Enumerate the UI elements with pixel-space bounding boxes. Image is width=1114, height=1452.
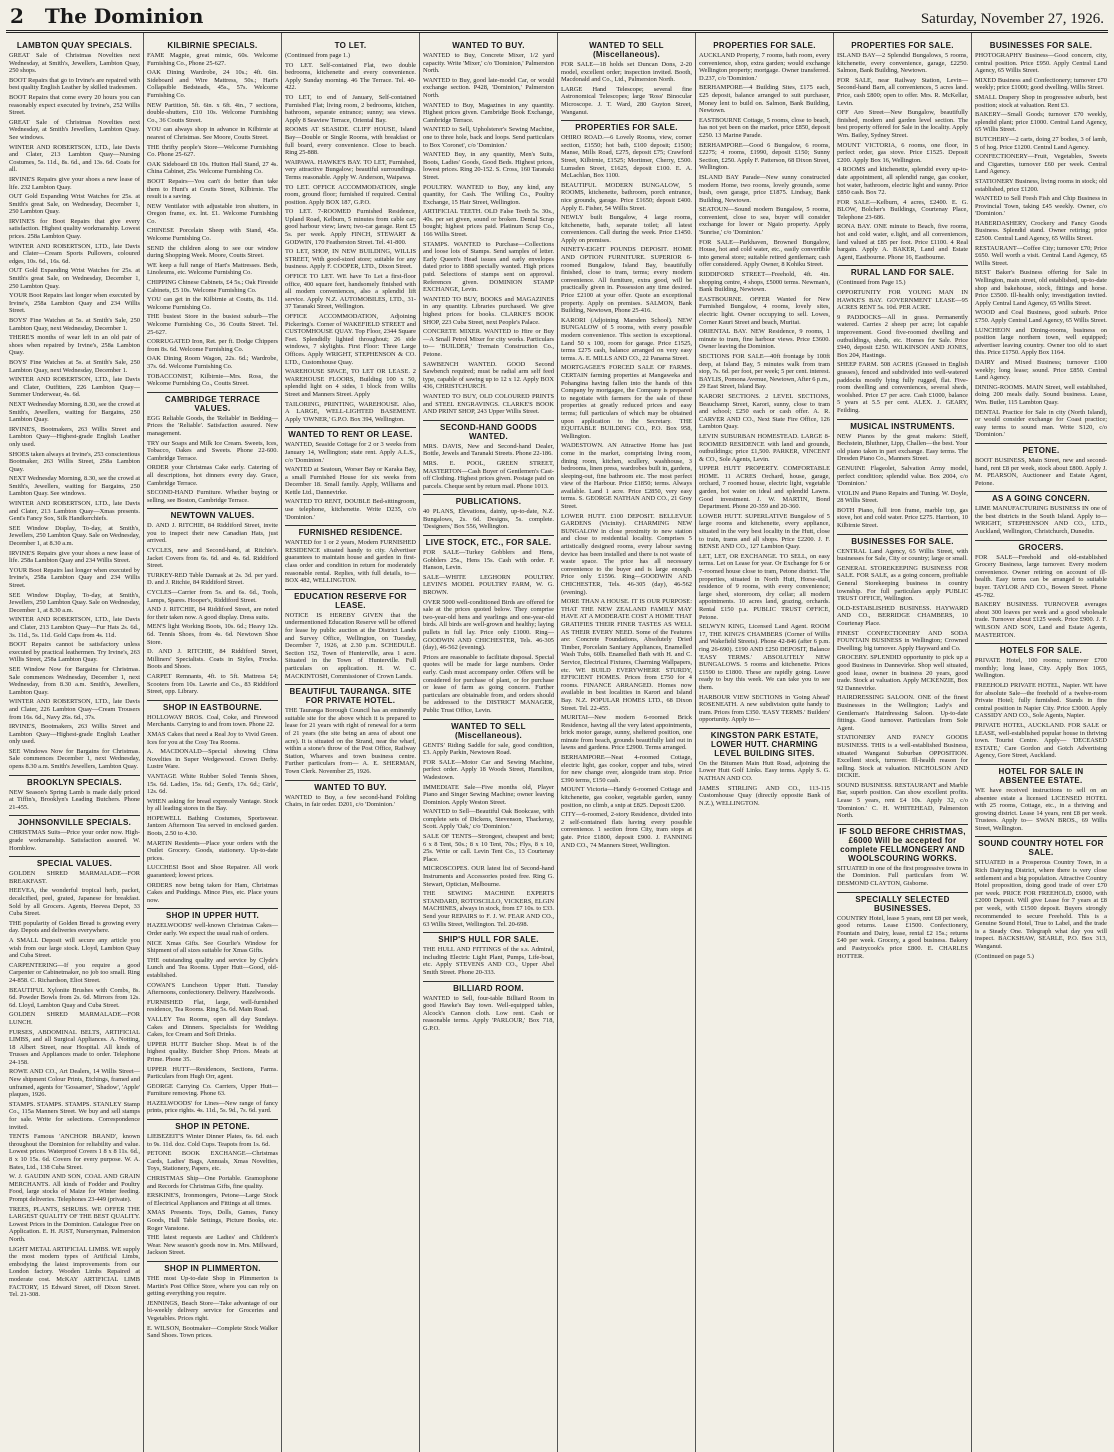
- classified-ad: STAMPS. WANTED to Purchase—Collections and loose lots of Stamps. Send samples of letter. Early Queen's Head issues and early envelopes dated prior to 1888 specially wanted. High prices paid. Selections of stamps sent on approval. References given. DOMINION STAMP EXCHANGE, Levin.: [423, 240, 554, 294]
- classified-ad: LEVIN SUBURBAN HOMESTEAD. LARGE 8-ROOMED RESIDENCE with land and grounds, outbuildings; price £1,500. PARKER, VINCENT & CO., Sole Agents, Levin.: [699, 432, 830, 463]
- classified-ad: D. AND J. RITCHIE, 84 Riddiford Street, Milliners' Specialists. Coats in Styles, Frocks. Boots and Shoes.: [147, 648, 278, 671]
- classified-ad: BAKERY BUSINESS. TURNOVER averages about 300 loaves per week and a good wholesale trade. Turnover about £125 week. Price £900. J. F. WILSON AND SON, Land and Estate Agents, MASTERTON.: [975, 601, 1107, 639]
- classified-ad: NEXT Wednesday Morning, 8.30, see the crowd at Smith's, Jewellers, waiting for Bargains, 250 Lambton Quay.: [9, 400, 140, 424]
- classified-ad: THE HULL AND FITTINGS of the s.s. Admiral, including Electric Light Plant, Pumps, Life-boat, etc. Apply STEVENS AND CO., Upper Abel Smith Street. Phone 20-333.: [423, 946, 554, 976]
- classified-ad: (Continued from page 1.): [285, 52, 350, 59]
- section-header: BILLIARD ROOM.: [423, 981, 554, 993]
- classified-ad: WINTER AND ROBERTSON, LTD., late Davis and Clater—Cream Sports Pullovers, coloured edges, 10s. 6d., 16s. 6d.: [9, 242, 140, 265]
- classified-ad: E. WILSON, Bootmaker—Complete Stock Walker Sand Shoes. Town prices.: [147, 1324, 278, 1340]
- classified-ad: A. MACDONALD—Special showing China Novelties in Super Wedgewood. Crown Derby. Lustre Ware.: [147, 748, 278, 771]
- classified-ad: THE popularity of Golden Bread is growing every day. Depots and deliveries everywhere.: [9, 919, 140, 935]
- section-header: WANTED TO SELL (Miscellaneous).: [423, 719, 554, 740]
- section-header: KILBIRNIE SPECIALS.: [167, 41, 258, 50]
- classified-ad: CARPENTERING—If you require a good Carpenter or Cabinetmaker, no job too small. Ring 24-858. C. Richardson, Eliot Street.: [9, 961, 140, 984]
- section-header: KINGSTON PARK ESTATE, LOWER HUTT. CHARMING LEVEL BUILDING SITES.: [699, 728, 830, 758]
- classified-ad: STATIONERY Business, living rooms in stock; old established, price £1200.: [975, 177, 1107, 193]
- classified-ad: On the Bitumen Main Hutt Road, adjoining the Lower Hutt Golf Links. Easy terms. Apply S. G. NATHAN AND CO.: [699, 759, 830, 783]
- classified-ad: STATIONERY AND FANCY GOODS BUSINESS. THIS is a well-established Business, situated Wanganui Suburban OPPOSITION. Excellent stock, turnover. Ill-health reason for selling. Stock at valuation. NICHOLSON AND DICKIE.: [837, 734, 968, 780]
- section-header: HOTEL FOR SALE IN ABSENTEE ESTATE.: [975, 764, 1107, 785]
- classified-ad: AND J. RITCHIE, 84 Riddiford Street, are noted for their taken now. A good display. Dress suits.: [147, 606, 278, 621]
- classified-ad: FOR SALE—Motor Car and Sewing Machine, perfect order. Apply 18 Woods Street, Hamilton, Wadestown.: [423, 758, 554, 781]
- classified-ad: ISLAND BAY—2 Splendid Bungalows, 5 rooms, kitchenette, every convenience, garage, £2250. Salmon, Bank Building, Newtown.: [837, 52, 968, 75]
- classified-ad: TOBACCONIST, Kilbirnie—Mrs. Ross, the Welcome Furnishing Co., Coutts Street.: [147, 372, 278, 388]
- classified-ad: BOTH Piano, full iron frame, marble top, gas stove, hot and cold water. Price £275. Harrison, 10 Kilbirnie Street.: [837, 506, 968, 530]
- classified-ad: SEE Window Display, To-day, at Smith's, Jewellers, 250 Lambton Quay. Sale on Wednesday, December 1, at 8.30 a.m.: [9, 591, 140, 614]
- classified-ad: CYCLES, new and Second-hand, at Ritchie's. Jacket Covers from 6s. 6d. and 4s. 6d. Riddiford Street.: [147, 547, 278, 570]
- section-header: SHOP IN PETONE.: [147, 1119, 278, 1131]
- classified-ad: LUNCHEON and Dining-rooms, business on position large northern town, well equipped; advertiser leaving country. Owner too old to start this. Price £1750. Apply Box 1164.: [975, 326, 1107, 357]
- classified-ad: SMALL Drapery Shop in progressive suburb, best position; stock at valuation. Rent £3.: [975, 93, 1107, 109]
- classified-ad: TENTS Famous 'ANCHOR BRAND', known throughout the Dominion for reliability and value. Lowest prices. Waterproof Covers 1 8 x 8 11s. 6d., 8 x 10 15s. 6d. Covers for every purpose. W. A. Bates, Ltd., 138 Cuba Street.: [9, 1133, 140, 1171]
- classified-ad: LUCCHESI Boot and Shoe Repairer. All work guaranteed; lowest prices.: [147, 864, 278, 880]
- classified-ad: BOYS' Fine Watches at 5s. at Smith's Sale, 250 Lambton Quay, next Wednesday, December 1.: [9, 358, 140, 374]
- classified-ad: YOU can get in the Kilbirnie at Coutts, 8s. 11d. Welcome Furnishing Co.: [147, 296, 278, 311]
- classified-ad: YOU can always shop in advance in Kilbirnie at nearest of Christmas. See Moore, Coutts Street.: [147, 126, 278, 141]
- classified-ad: GREAT Sale of Christmas Novelties next Wednesday, at Smith's, Jewellers, Lambton Quay, 250 shops.: [9, 52, 140, 75]
- classified-ad: TURKEY-RED Table Damask at 2s. 3d. per yard. D. and J. Ritchie, 84 Riddiford Street.: [147, 571, 278, 587]
- classified-ad: NINETY-EIGHT POUNDS DEPOSIT. HOME AND OPTION FURNITURE. SUPERIOR 6-roomed Bungalow, Island Bay, beautifully finished, close to tram, terms; every modern convenience. All furniture, extra good, will be practically given in. Possession any time desired. Price £2100 at your offer. Quote an exceptional property. Apply on premises. SALMON, Bank Building, Newtown, Phone 25-416.: [561, 246, 692, 315]
- classified-ad: RIDDIFORD STREET—Freehold, 4ft. 4in. shopping centre, 4 shops, £5000 terms. Newman's, Bank Building, Newtown.: [699, 271, 830, 294]
- section-header: NEWTOWN VALUES.: [147, 508, 278, 520]
- classified-ad: XMAS Cakes that need a Real Joy to Vivid Green. Ices for you at the Cosy Tea Rooms.: [147, 730, 278, 746]
- classified-ad: FREEHOLD PRIVATE HOTEL, Napier. WE have for absolute Sale—the freehold of a twelve-room Private Hotel; fully furnished. Stands in fine central position in Napier City. Price £3000. Apply CASSIDY AND CO., Sole Agents, Napier.: [975, 681, 1107, 720]
- classified-ad: SEE Window Now for Bargains for Christmas. Sale commences Wednesday, December 1, next Wednesday, from 8.30 a.m. Smith's, Jewellers, Lambton Quay.: [9, 665, 140, 696]
- column-1: [6, 33, 144, 1452]
- classified-ad: WANTED TO BUY, OLD COLOURED PRINTS and STEEL ENGRAVINGS. CLARKE'S BOOK AND PRINT SHOP, 243 Upper Willis Street.: [423, 392, 554, 416]
- classified-ad: CHIPPING Chinese Cabinets, £4 5s.; Oak Fireside Cabinets, £5 10s. Welcome Furnishing Co.: [147, 279, 278, 294]
- classified-ad: MOUNT VICTORIA, 6 rooms, one floor, in perfect order, gas stove. Price £1525. Deposit £200. Apply Box 16, Wellington.: [837, 141, 968, 164]
- classified-ad: MICROSCOPES. OUR latest list of Second-hand Instruments and Accessories posted free. Ring G. Stewart, Optician, Melbourne.: [423, 865, 554, 888]
- classified-ad: YALLEY Tea Rooms, open all day Sundays. Cakes and Dinners. Specialists for Wedding Cakes, Ice Cream and Soft Drinks.: [147, 1015, 278, 1039]
- classified-ad: LARGE Hand Telescope; several fine Astronomical Telescopes; large 'Ross' Binocular Microscope. J. T. Ward, 280 Guyton Street, Wanganui.: [561, 85, 692, 116]
- classified-ad: MEN'S light Working Boots, 10s. 6d.; Heavy 12s. 6d. Tennis Shoes, from 4s. 6d. Newtown Shoe Store.: [147, 623, 278, 646]
- classified-ad: CHRISTMAS Suits—Price your order now. High-grade workmanship. Satisfaction assured. W. Hornblow.: [9, 829, 140, 852]
- classified-ad: A SMALL Deposit will secure any article you wish from our large stock. Lloyd, Lambton Quay and Cuba Street.: [9, 936, 140, 960]
- classified-ad: FOR SALE—18 holds set Duncan Dons, 2-20 model, excellent order; inspection invited. Booth, Macdonald and Co., Ltd., Palmerston North.: [561, 61, 692, 84]
- classified-ad: OPPORTUNITY FOR YOUNG MAN IN HAWKE'S BAY. GOVERNMENT LEASE—95 ACRES RENT 5s. 10d. PER ACRE.: [837, 289, 968, 312]
- classified-ad: W. J. GAUDIN AND SON, COAL AND GRAIN MERCHANTS. All kinds of Fodder and Poultry Food, large stocks of Maize for Winter feeding. Prompt deliveries. Telephones 23-449 (private).: [9, 1173, 140, 1203]
- classified-ad: Prices are reasonable to facilitate disposal. Special quotes will be made for large numbers. Order early. Cash must accompany order. Offers will be considered for purchase of plant, or for purchase or lease of farm as going concern. Further particulars are obtainable from, and orders should be addressed to the DISTRICT MANAGER, Public Trust Office, Levin.: [423, 653, 554, 714]
- classified-ad: SEATOUN—Sound modern Bungalow, 5 rooms, convenient, close to sea, buyer will consider exchange for lower or Ngaio property. Apply 'Sunrise,' c/o 'Dominion.': [699, 206, 830, 237]
- classified-ad: BERHAMPORE—4 Building Sites, £175 each, £25 deposit, balance arranged to suit purchaser, Money lent to build on. Salmon, Bank Building, Newtown.: [699, 84, 830, 115]
- classified-ad: OHIRO ROAD.—6 Lovely Rooms, view, corner section, £1550; hot bath, £100 deposit; £1500; Manse, Mills Road, £275, deposit £75; Crawford Street, Kilbirnie, £1525; Mortimer, Cherry, £500. Lumsden Street, £1625, deposit £100. E. A. McLachlan, Box 1100.: [561, 134, 692, 180]
- classified-ad: OUT Gold Expanding Wrist Watches for 25s. at Smith's great Sale, on Wednesday, December 1, 250 Lambton Quay.: [9, 267, 140, 290]
- section-header: PUBLICATIONS.: [423, 494, 554, 506]
- classified-ad: THERE'S months of wear left in an old pair of shoes when repaired by Irvine's, 258a Lambton Quay.: [9, 334, 140, 357]
- classified-ad: TO LET. Self-contained Flat, two double bedrooms, kitchenette and every convenience. Apply Sunday morning. 46 The Terrace. Tel. 40-422.: [285, 61, 416, 92]
- classified-ad: OVER 5000 well-conditioned Birds are offered for sale at the prices quoted below. They comprise two-year-old hens and yearlings and one-year-old birds. All birds are well-grown and healthy; laying pullets in full lay. Price only £1000. Ring—GOODWIN AND CHICHESTER, Tels. 46-305 (day), 46-562 (evening).: [423, 598, 554, 652]
- classified-ad: HABERDASHERY, Crockery and Fancy Goods Business. Splendid stand. Owner retiring; price £2500. Central Land Agency, 65 Willis Street.: [975, 219, 1107, 243]
- classified-ad: BOOT Repairs that go to Irvine's are repaired with best quality English Leather by skilled tradesmen.: [9, 76, 140, 92]
- columns-container: [6, 33, 1108, 1452]
- classified-ad: GEORGE Carrying Co. Carriers, Upper Hutt—Furniture removing. Phone 63.: [147, 1082, 278, 1098]
- classified-ad: D. AND J. RITCHIE, 84 Riddiford Street, invite you to inspect their new Canadian Hats, just arrived.: [147, 522, 278, 545]
- classified-ad: WANTED, Seaside Cottage for 2 or 3 weeks from January 14, Wellington; state rent. Apply A.L.S., c/o 'Dominion.': [285, 441, 416, 464]
- classified-ad: NEW Ventilator with adjustable iron shutters, in Oregon frame, ex. lnt. £1. Welcome Furnishing Co.: [147, 202, 278, 225]
- classified-ad: HEEVEA, the wonderful tropical herb, packet, decalcified, peel, grated, Japanese for breakfast. Sold by all Grocers. Agents, Heevea Depot, 33 Cuba Street.: [9, 887, 140, 918]
- section-header: SPECIALLY SELECTED BUSINESSES.: [837, 892, 968, 913]
- classified-ad: EASTBOURNE Cottage, 5 rooms, close to beach, has not yet been on the market, price £850, deposit £250. 13 Marine Parade.: [699, 116, 830, 139]
- classified-ad: ROWE AND CO., Art Dealers, 14 Willis Street—New shipment Colour Prints, Etchings, framed and unframed, agents for 'Gossamer', 'Shadow', 'Apple' plaques, 1926.: [9, 1068, 140, 1099]
- classified-ad: WINTER AND ROBERTSON, LTD., late Davis and Clater, 213 Lambton Quay—Fur Hats 2s. 6d., 3s. 11d., 5s. 11d. Gold Caps from 4s. 11d.: [9, 616, 140, 639]
- classified-ad: PRIVATE HOTEL, AUCKLAND. FOR SALE or LEASE, well-established popular house in thriving town. Tourist Centre. Apply— 'DECEASED ESTATE,' Care Gordon and Gotch Advertising Agency, Gore Street, Auckland.: [975, 721, 1107, 760]
- classified-ad: SHEEP FARM. 508 ACRES (Grassed in English grasses), fenced and subdivided into well-watered paddocks mostly lying fully rugged, flat. Five-room dwelling and conveniences, several sheds, woolshed. Price £7 per acre. Cash £1000, balance 5 years at 5.5 per cent. ALEX. J. GEARY, Feilding.: [837, 361, 968, 414]
- classified-ad: WOOD and Coal Business, good suburb. Price £750. Apply Central Land Agency, 65 Willis Street.: [975, 309, 1107, 324]
- classified-ad: WAREHOUSE SPACE, TO LET OR LEASE. 2 WAREHOUSE FLOORS, Building 100 x 50, splendid light on 4 sides, 1 block from Willis Street and Manners Street. Apply: [285, 368, 416, 398]
- classified-ad: HAZELWOODS' well-known Christmas Cakes—Order early. We expect the usual rush of orders.: [147, 922, 278, 937]
- section-header: JOHNSONVILLE SPECIALS.: [9, 815, 140, 827]
- classified-ad: SECTIONS FOR SALE—40ft frontage by 100ft deep, at Island Bay, 5 minutes walk from tram stop, 7s. 6d. per foot, per week; 5 per cent. interest. BAYLIS, Pomona Avenue, Newtown, After 6 p.m., 29 East Street, Island Bay.: [699, 352, 830, 391]
- classified-ad: TO LET, SHOP, IN NEW BUILDING, WILLIS STREET, With good-sized store; suitable for any business. Apply F. COOPER, LTD., Dixon Street.: [285, 248, 416, 271]
- section-header: SECOND-HAND GOODS WANTED.: [423, 420, 554, 441]
- classified-ad: CITY—6-roomed, 2-story Residence, divided into 2 self-contained flats having every possible convenience. 1 section from City, tram stops at gate. Price £1800, deposit £900. J. FANNING AND CO., 74 Manners Street, Wellington.: [561, 811, 692, 849]
- classified-ad: DENTAL Practice for Sale in city (North Island), or would consider exchange for Coast practice; easy terms to sound man. Write S120, c/o 'Dominion.': [975, 408, 1107, 439]
- classified-ad: MURITAI—New modern 6-roomed Brick Residence, having all the very latest appointments, brick motor garage, sunny, sheltered position, one minute from beach, grounds beautifully laid out in lawns and gardens. Price £2900. Terms arranged.: [561, 714, 692, 752]
- classified-ad: IRVINE'S for Boot Repairs that give every satisfaction. Highest quality workmanship. Lowest prices. 258a Lambton Quay.: [9, 217, 140, 241]
- column-8: [972, 33, 1110, 1452]
- classified-ad: GOLDEN SHRED MARMALADE—FOR LUNCH.: [9, 1011, 140, 1026]
- section-header: SHOP IN EASTBOURNE.: [147, 700, 278, 712]
- classified-ad: WANTED to Sell, Upholsterer's Sewing Machine, one to three hole, back and loops. Send particulars to Box 'Coronet', c/o 'Dominion.': [423, 126, 554, 149]
- section-header: WANTED TO SELL (Miscellaneous).: [589, 41, 664, 59]
- classified-ad: WHEN asking for bread expressly Vantage. Stock by all leading stores in the Bay.: [147, 797, 278, 813]
- section-header: GROCERS.: [975, 540, 1107, 552]
- classified-ad: WANTED to Buy, Magazines in any quantity. Highest prices given. Cambridge Book Exchange, Cambridge Terrace.: [423, 101, 554, 124]
- section-header: PROPERTIES FOR SALE.: [713, 41, 816, 50]
- section-header: AS A GOING CONCERN.: [975, 491, 1107, 503]
- classified-ad: FOR SALE—Freehold and old-established Grocery Business, large turnover. Every modern convenience. Owner retiring on account of ill-health. Easy terms can be arranged to suitable buyer. TAYLOR AND CO., Bowen Street. Phone 45-782.: [975, 553, 1107, 599]
- section-header: WANTED TO BUY.: [285, 780, 416, 792]
- classified-ad: BEST Baker's Business offering for Sale in Wellington, main street, old established, up-to-date shop and bakehouse, stock, fittings and horse. Price £3500. Ill-health only; investigation invited. Apply Central Land Agency, 65 Willis Street.: [975, 269, 1107, 307]
- classified-ad: TO LET, to end of January, Self-contained Furnished Flat; living room, 2 bedrooms, kitchen, bathroom, separate entrance; sunny; sea views. Apply 8 Seaview Terrace, Oriental Bay.: [285, 93, 416, 124]
- section-header: BEAUTIFUL TAURANGA. SITE FOR PRIVATE HOTEL.: [285, 684, 416, 705]
- classified-ad: THE outstanding quality and service by Clyde's Lunch and Tea Rooms. Upper Hutt—Good, old-established.: [147, 956, 278, 979]
- classified-ad: OLD-ESTABLISHED BUSINESS. HAYWARD AND CO., BERRIDGE CHAMBERS, 10 Courtenay Place.: [837, 604, 968, 627]
- section-header: LAMBTON QUAY SPECIALS.: [16, 41, 133, 50]
- classified-ad: TREES, PLANTS, SHRUBS. WE OFFER THE LARGEST QUALITY OF THE BEST QUALITY. Lowest Prices in the Dominion. Catalogue Free on Application. E. H. JUST, Nurseryman, Palmerston North.: [9, 1205, 140, 1243]
- classified-ad: MRS. E. POOL, GREEN STREET, MASTERTON—Cash Buyer of Gentlemen's Cast-off Clothing. Highest prices given. Postage paid on parcels. Cheque sent by return mail. Phone 1013.: [423, 459, 554, 490]
- section-header: BUSINESSES FOR SALE.: [837, 534, 968, 546]
- classified-ad: NEW Partition, 5ft. 6in. x 6ft. 4in., 7 sections, double-shutters, £10 10s. Welcome Furnishing Co., 36 Coutts Street.: [147, 101, 278, 124]
- section-header: WANTED TO RENT OR LEASE.: [285, 427, 416, 439]
- classified-ad: ROOMS AT SEASIDE. CLIFF HOUSE, Island Bay—Double or Single Rooms, with breakfast or full board, every convenience. Close to beach. Ring 25-888.: [285, 126, 416, 157]
- classified-ad: BEAUTIFUL Xylonite Brushes with Combs, 8s. 6d. Powder Bowls from 2s. 6d. Mirrors from 12s. 6d. Lloyd, Lambton Quay and Cuba Street.: [9, 986, 140, 1009]
- classified-ad: UPPER HUTT PROPERTY. COMFORTABLE HOME. 11 ACRES Orchard, house, garage, orchard, 7 roomed house, electric light, vegetable garden, hot water on ideal and splendid Lawns. Good investment. J. W. MARTIN, Bond Department. Phone 20-359 and 20-360.: [699, 465, 830, 511]
- classified-ad: SECOND-HAND Furniture. Whether buying or selling, see Boston, Cambridge Terrace.: [147, 489, 278, 504]
- page-number: 2: [10, 4, 24, 28]
- classified-ad: OAK Dining Room Wagon, 22s. 6d.; Wardrobe, 37s. 6d. Welcome Furnishing Co.: [147, 355, 278, 370]
- classified-ad: OFFICE ACCOMMODATION, Adjoining Pickering's. Corner of WAKEFIELD STREET and CUSTOMHOUSE QUAY. Top Floor, 2344 Square Feet. Splendidly lighted throughout; 26 side windows, 7 skylights. First Floor: Three Large Offices. Apply WRIGHT, STEPHENSON & CO. LTD., Customhouse Quay.: [285, 313, 416, 366]
- section-header: BROOKLYN SPECIALS.: [9, 775, 140, 787]
- classified-ad: JENNINGS, Beach Store—Take advantage of our bi-weekly delivery service for Groceries and Vegetables. Prices right.: [147, 1299, 278, 1322]
- classified-ad: BEAUTIFUL MODERN BUNGALOW, 5 ROOMS, kitchenette, bathroom, porch entrance, nice grounds, garage. Price £1650; deposit £400. Apply E. Fisher, 54 Willis Street.: [561, 181, 692, 212]
- classified-ad: UPPER HUTT Butcher Shop. Meat is of the highest quality. Butcher Shop Prices. Meats at Prime. Phone 35.: [147, 1040, 278, 1063]
- classified-ad: WANTED Buy, in any quantity, Men's Suits, Boots, Ladies' Goods, Good Beds. Highest prices, lowest prices. Ring 20-152. S. Cross, 160 Taranaki Street.: [423, 151, 554, 181]
- classified-ad: BERHAMPORE—Good 6 Bungalow, 6 rooms, £2275; 4 rooms, £1990, deposit £150; Sunny Section, £250. Apply F. Patterson, 68 Dixon Street, Wellington.: [699, 141, 830, 172]
- classified-ad: UPPER HUTT—Residences, Sections, Farms. Particulars from Hugh Orr, agent.: [147, 1065, 278, 1081]
- classified-ad: 4 ROOMS and kitchenette, splendid every up-to-date appointment, all splendid range, gas cooker, hot water, bathroom, electric light and sunny. Price £850 cash. Box 72.: [837, 166, 968, 197]
- classified-ad: MORE THAN A HOUSE. IT IS OUR PURPOSE: THAT THE NEW ZEALAND FAMILY MAY HAVE AT A MODERATE COST A HOME THAT GRATIFIES THEIR FINER TASTES AS WELL AS THEIR EVERY NEED. Some of the Features are: Concrete Foundations, Absolutely Dried Timber, Porcelain Sanitary Appliances, Enamelled Wash Tubs, 60lb. Enamelled Bath with H. and C. Service, Electrical Fixtures, Charming Wallpapers, etc. WE BUILD EVERYWHERE STURDY, EFFICIENT HOMES. Prices from £750 for 4 rooms. FINANCE ARRANGED. Homes now available in best localities in Karori and Island Bay. N.Z. POPULAR HOMES LTD., 68 Dixon Street. Tel. 22-455.: [561, 598, 692, 712]
- classified-ad: GOLDEN SHRED MARMALADE—FOR BREAKFAST.: [9, 870, 140, 885]
- classified-ad: WANTED TO RENT, DOUBLE Bed-sittingroom, use telephone, kitchenette. Write D235, c/o 'Dominion.': [285, 498, 416, 521]
- classified-ad: THE Tauranga Borough Council has an eminently suitable site for the above which it is prepared to lease for 21 years with right of renewal for a term of 21 years (the site being an area of about one acre). It is situated on the Strand, near the wharf, within a stone's throw of the Post Office, Railway Station, Wharves and town business centre. Further particulars from— A. E. SHERMAN, Town Clerk. November 25, 1926.: [285, 707, 416, 775]
- section-header: EDUCATION RESERVE FOR LEASE.: [285, 589, 416, 610]
- classified-ad: LIME MANUFACTURING BUSINESS IN one of the best districts in the South Island. Apply to— WRIGHT, STEPHENSON AND CO., LTD., Auckland, Wellington, Christchurch, Dunedin.: [975, 505, 1107, 536]
- classified-ad: OFFICE TO LET. WE have To Let a first-floor office, 400 square feet, handsomely finished with all modern conveniences, also a splendid lift service. Apply N.Z. AUTOMOBILES, LTD., 31-37 Taranaki Street, Wellington.: [285, 273, 416, 311]
- classified-ad: WINTER AND ROBERTSON, LTD., late Davis and Clater, 226 Lambton Quay—Cream Trousers from 16s. 6d., Navy 26s. 6d., 37s.: [9, 698, 140, 721]
- classified-ad: SITUATED in a Prosperous Country Town, in a Rich Dairying District, where there is very close settlement and a big population. Attractive Country Hotel proposition, doing good trade of over £70 per week. PRICE FOR FREEHOLD, £6000, with £2000 Deposit. Will give Lease for 7 years at £8 per week, with £1500 deposit. Buyers strongly recommended to secure Freehold. This is a Genuine Sound Hotel, True to Label, and the trade is a Steady One. Telegraph what day you will inspect. BACKSHAW, SEARLE, P.O. Box 313, Wanganui.: [975, 859, 1107, 950]
- classified-ad: MOUNT Victoria—Handy 6-roomed Cottage and kitchenette, gas cooker, vegetable garden, sunny position, no climb, a snip at £825. Deposit £200.: [561, 786, 692, 809]
- classified-ad: WANTED to Buy, a few second-hand Folding Chairs, in fair order. D201, c/o 'Dominion.': [285, 793, 416, 809]
- section-header: TO LET.: [334, 41, 367, 50]
- classified-ad: MORTGAGEE'S FORCED SALE OF FARMS. CERTAIN farming properties at Mangaweka and Pohangina having fallen into the hands of this Company by mortgagee, the Company is prepared to negotiate with farmers for the sale of these properties at greatly reduced prices and easy terms; full particulars of which may be obtained upon application to the Secretary. THE EQUITABLE BUILDING CO., P.O. Box 958, Wellington.: [561, 364, 692, 440]
- classified-ad: GROCERY. SPLENDID opportunity to pick up a good Business in Dannevirke. Shop well situated, good lease, owner in business 20 years, good trade. Stock at valuation. Apply MCKENZIE, Box 92 Dannevirke.: [837, 654, 968, 692]
- classified-ad: YOUR Boot Repairs last longer when executed by Irvine's, 258a Lambton Quay and 234 Willis Street.: [9, 566, 140, 589]
- classified-ad: FURNISHED Flat, large, well-furnished residence, Tea Rooms. Ring 5s. 6d. Main Road.: [147, 998, 278, 1014]
- classified-ad: COWAN'S Luncheon Upper Hutt. Tuesday Afternoons, confectionery. Delivery. Hazelwoods.: [147, 981, 278, 997]
- classified-ad: COUNTRY Hotel, lease 5 years, rent £8 per week, good returns. Lease £1500. Confectionery, Fountain and Dairy, lease, rental £2 15s.; returns £40 per week. Grocery, a good business. Bakery and Pastrycook's price £800. E. CHARLES HOTTER.: [837, 914, 968, 960]
- classified-ad: EASTBOURNE. OFFER Wanted for New Furnished Bungalow, 4 rooms, lovely sites, electric light. Owner occupying to sell. Lowes, Corner Kauri Street and beach, Muritai.: [699, 295, 830, 326]
- classified-ad: FINEST CONFECTIONERY AND SODA FOUNTAIN BUSINESS in Wellington; Crowned Dwelling; big turnover. Apply Hayward and Co.: [837, 629, 968, 652]
- classified-ad: LOWER HUTT. £100 DEPOSIT. BELLEVUE GARDENS (Vicinity). CHARMING NEW BUNGALOW in close proximity to new station and close to residential locality. Comprises 5 artistically designed rooms, every labour saving device has been installed and there is not waste of waste space. The price has all necessary convenience to the buyer and is large enough. Price only £1596. Ring—GOODWIN AND CHICHESTER, Tels. 46-305 (day), 46-562 (evening).: [561, 512, 692, 596]
- classified-ad: SAWBENCH WANTED. GOOD Second Sawbench required; must be radial arm self feed type, capable of sawing up to 12 x 12. Apply BOX 436, CHRISTCHURCH.: [423, 360, 554, 391]
- classified-ad: WINTER AND ROBERTSON, LTD., late Davis and Clater, 213 Lambton Quay—Xmas presents. Gent's Fancy Sox, Silk Handkerchiefs.: [9, 500, 140, 523]
- classified-ad: WINTER AND ROBERTSON, LTD., late Davis and Clater, 213 Lambton Quay—Nursing Costumes, 5s. 11d., 8s. 6d., and 13s. 6d. Coats for all.: [9, 143, 140, 174]
- classified-ad: IRVINE'S, Bootmakers, 263 Willis Street and Lambton Quay—Highest-grade English Leather only used.: [9, 425, 140, 448]
- classified-ad: FOR SALE—Kelburn, 4 acres, £2400. E. G. BLOW, Bolcher's Buildings, Courtenay Place, Telephone 23-686.: [837, 198, 968, 221]
- masthead-title: [10, 4, 203, 28]
- section-header: HOTELS FOR SALE.: [975, 643, 1107, 655]
- section-header: SHIP'S HULL FOR SALE.: [423, 932, 554, 944]
- classified-ad: LOWER HUTT. SUPERLATIVE Bungalow of 5 large rooms and kitchenette, every appliance, situated in the very best locality in the Hutt, close to train, trams and all shops. Price £2200. J. F. BENSE AND CO., 127 Lambton Quay.: [699, 512, 830, 551]
- classified-ad: 9 PADDOCKS—All in grass. Permanently watered. Carries 2 sheep per acre; lot capable improvement. Good five-roomed dwelling and outbuildings, sheds, etc. Homes for Sale. Price £940, deposit £250. WILKINSON AND JONES, Box 204, Hastings.: [837, 313, 968, 359]
- classified-ad: CARPET Remnants, 4ft. to 5ft. Mattress £4; Scooters from 10s. Lawrie and Co., 83 Riddiford Street, opp. Library.: [147, 672, 278, 696]
- classified-ad: SOUND BUSINESS. RESTAURANT and Marble Bar, superb position. Can show excellent profits. Lease 5 years, rent £4 10s. Apply 32, c/o 'Dominion.' C. H. WHITEHEAD, Palmerston North.: [837, 781, 968, 820]
- classified-ad: WANTED to Sell Fresh Fish and Chip Business in Provincial Town, taking £45 weekly. Owner, c/o 'Dominion.': [975, 195, 1107, 218]
- classified-ad: BUTCHERY—2 carts, doing 27 bodies, 3 of lamb, 5 of hog. Price £1200. Central Land Agency.: [975, 135, 1107, 151]
- classified-ad: BOOT BUSINESS, Main Street, new and second-hand, rent £8 per week, stock about £800. Apply J. M. PEARSON, Auctioneer and Estate Agent, Petone.: [975, 456, 1107, 487]
- masthead: [6, 0, 1108, 33]
- classified-ad: TRY our Soaps and Milk Ice Cream. Sweets, Ices, Tobacco, Oakes and Sweets. Phone 22-600. Cambridge Terrace.: [147, 439, 278, 462]
- classified-ad: OAK Dining Wardrobe, 24 10s.; 4ft. 6in. Sideboard and Wire Mattress, 50s.; Hart's Collapsible Bedsteads, 45s., 57s. Welcome Furnishing Co.: [147, 69, 278, 99]
- classified-ad: SEE Window Display, To-day, at Smith's, Jewellers, 250 Lambton Quay. Sale on Wednesday, December 1, at 8.30 a.m.: [9, 524, 140, 548]
- column-5: [558, 33, 696, 1452]
- classified-ad: TAILORING, PRINTING, WAREHOUSE. Also, A LARGE, WELL-LIGHTED BASEMENT. Apply 'OWNER,' G.P.O. Box 394, Wellington.: [285, 400, 416, 423]
- classified-ad: PRIVATE Hotel, 100 rooms; turnover £700 monthly; long lease, City. Apply Box 1065, Wellington.: [975, 657, 1107, 680]
- section-header: RURAL LAND FOR SALE.: [837, 265, 968, 277]
- classified-ad: IRVINE'S Repairs give your shoes a new lease of life. 258a Lambton Quay and 234 Willis Street.: [9, 549, 140, 565]
- section-header: WANTED TO BUY.: [452, 41, 525, 50]
- classified-ad: FAME Magpie, great mimic, 60s. Welcome Furnishing Co., Phone 25-627.: [147, 52, 278, 67]
- section-header: MUSICAL INSTRUMENTS.: [837, 419, 968, 431]
- classified-ad: WANTED to Buy, good late-model Car, or would exchange section. P428, 'Dominion,' Palmerston North.: [423, 76, 554, 99]
- classified-ad: CHRISTMAS Ship—One Portable. Gramophone and Records for Christmas Gifts, fine quality.: [147, 1175, 278, 1190]
- classified-ad: ERSKINE'S, Ironmongers, Petone—Large Stock of Electrical Appliances and Fittings at all times.: [147, 1192, 278, 1207]
- classified-ad: WINTER AND ROBERTSON, LTD., late Davis and Clater, Outfitters, 226 Lambton Quay—Summer Underwear, 4s. 6d.: [9, 376, 140, 399]
- classified-ad: NEW Season's Spring Lamb is made daily priced at Tiffin's, Brooklyn's Leading Butchers. Phone 21-455.: [9, 788, 140, 811]
- classified-ad: THE busiest Store in the busiest suburb—The Welcome Furnishing Co., 36 Coutts Street. Tel. 25-627.: [147, 313, 278, 336]
- classified-ad: LIEBEZEIT'S Winter Dinner Plates, 6s. 6d. each to 9s. 11d. doz. Cold Cups. Teapots from 1s. 6d.: [147, 1133, 278, 1148]
- classified-ad: ORDERS now being taken for Ham, Christmas Cakes and Puddings. Mince Pies, etc. Place yours now.: [147, 881, 278, 904]
- classified-ad: HOPEWELL Bathing Costumes, Sportswear. Jantzen Afternoon Tea served in enclosed garden. Boots, 2.50 to 4.30.: [147, 814, 278, 838]
- classified-ad: WE keep a full range of Hart's Mattresses. Beds, Linoleums, etc. Welcome Furnishing Co.: [147, 261, 278, 277]
- classified-ad: MIXED Business and Confectionery; turnover £70 weekly; price £1000; good dwelling. Willis Street.: [975, 76, 1107, 92]
- classified-ad: (Continued on page 5.): [975, 952, 1034, 960]
- classified-ad: VIOLIN and Piano Repairs and Tuning. W. Doyle, 28 Willis Street.: [837, 489, 968, 505]
- classified-ad: STAMPS. STAMPS. STAMPS. STANLEY Stamp Co., 115a Manners Street. We buy and sell stamps for sale. Write for selections. Correspondence invited.: [9, 1100, 140, 1131]
- classified-ad: BOOT Repairs—You can't do better than take them to Hunt's at Coutts Street, Kilbirnie. The result is a saving.: [147, 177, 278, 201]
- classified-ad: WANTED to Buy, Concrete Mixer, 1/2 yard capacity. Write 'Mixer,' c/o 'Dominion,' Palmerston North.: [423, 52, 554, 75]
- classified-ad: OUT Gold Expanding Wrist Watches for 25s. at Smith's great Sale, on Wednesday, December 1, 250 Lambton Quay.: [9, 193, 140, 216]
- classified-ad: FOR SALE—Parkhaven, Browned Bungalow, House, hot and cold water, etc., easily convertible into general store; suitable retired gentleman; cash offer considered. Apply Owner, 8 Kohiku Street.: [699, 238, 830, 269]
- classified-ad: SHOES taken always at Irvine's, 253 conscientious Bootmaker, 263 Willis Street, 258a Lambton Quay.: [9, 450, 140, 473]
- classified-ad: YOUR Boot Repairs last longer when executed by Irvine's, 258a Lambton Quay and 234 Willis Street.: [9, 292, 140, 315]
- classified-ad: ORIENTAL BAY. NEW Residence, 9 rooms, 1 minute to tram, fine harbour views. Price £3600. Owner leaving the Dominion.: [699, 328, 830, 351]
- classified-ad: WADESTOWN. AN Attractive Home has just come in the market, comprising living room, dining room, kitchen, scullery, washhouse, 3 bedrooms, linen press, wardrobes built in, gardens, sleeping-out, fine bathroom etc. The most perfect view of the Harbour. Price £1850; terms. Always available. Land 1 acre. Price £2850, very easy terms. S. GEORGE NATHAN AND CO., 21 Grey Street.: [561, 442, 692, 511]
- section-header: PROPERTIES FOR SALE.: [851, 41, 954, 50]
- section-header: SPECIAL VALUES.: [9, 856, 140, 868]
- classified-ad: HAZELWOODS' for Lines—New range of fancy prints, price rights. 4s. 11d., 5s. 9d., 7s. 6d. yard.: [147, 1099, 278, 1115]
- classified-ad: BOYS' Fine Watches at 5s. at Smith's Sale, 250 Lambton Quay, next Wednesday, December 1.: [9, 317, 140, 332]
- column-6: [696, 33, 834, 1452]
- classified-ad: VANTAGE White Rubber Soled Tennis Shoes, 15s. 6d. Ladies, 15s. 6d.; Gent's, 17s. 6d.; Girls', 12s. 6d.: [147, 772, 278, 796]
- classified-ad: CORRUGATED Iron, Ret. per ft. Dodge Chippers from 8s. 6d. Welcome Furnishing Co.: [147, 338, 278, 353]
- classified-ad: KARORI (Adjoining Marsden School). NEW BUNGALOW of 5 rooms, with every possible modern convenience. This section is exceptional. Land 50 x 100, room for garage. Price £1525, terms £275 cash, balance arranged on very easy terms. A. E. MILLS AND CO., 22 Panama Street.: [561, 316, 692, 362]
- classified-ad: WAIPAWA. HAWKE'S BAY. TO LET, Furnished, very attractive Bungalow; beautiful surroundings. Terms reasonable. Apply W. Anderson, Waipawa.: [285, 158, 416, 181]
- classified-ad: KARORI SECTIONS. 2 LEVEL SECTIONS, Beauchamp Street, Karori, sunny, close to tram and school; £250 each or cash offer. A. R. CARVER AND CO., Next State Fire Office, 126 Lambton Quay.: [699, 392, 830, 431]
- section-header: PETONE.: [975, 443, 1107, 455]
- classified-ad: SITUATED in one of the first progressive towns in the Dominion. Full particulars from W. DESMOND CLAYTON, Gisborne.: [837, 864, 968, 888]
- section-header: SHOP IN UPPER HUTT.: [147, 908, 278, 920]
- newspaper-title: The Dominion: [44, 4, 204, 28]
- classified-ad: IMMEDIATE Sale—Five months old, Player Piano and Singer Sewing Machine; owner leaving Dominion. Apply Weston Street.: [423, 783, 554, 806]
- classified-ad: CENTRAL Land Agency, 65 Willis Street, with businesses for Sale, City or country; large or small.: [837, 547, 968, 563]
- issue-date: Saturday, November 27, 1926.: [920, 11, 1104, 27]
- classified-ad: BOOT Repairs cannot be satisfactory unless executed by practical leathermen. Try Irvine's, 263 Willis Street, 258a Lambton Quay.: [9, 641, 140, 664]
- classified-ad: HARBOUR VIEW SECTIONS in 'Going Ahead' ROSENEATH. A new subdivision quite handy to tram. Prices from £350. 'EASY TERMS.' Builders' opportunity. Apply to—: [699, 693, 830, 724]
- classified-ad: NEW Pianos by the great makers: Stieff, Bechstein, Bluthner, Lipp, Challen—the best. Your old piano taken in part exchange. Easy terms. The Dresden Piano Co., Manners Street.: [837, 432, 968, 463]
- classified-ad: WANTED TO BUY, BOOKS and MAGAZINES in any quantity. Libraries purchased. We give highest prices for books. CLARKE'S BOOK SHOP, 223 Cuba Street, next People's Palace.: [423, 295, 554, 326]
- classified-ad: NICE Xmas Gifts. See Gourlie's Window for Shipment of all sizes suitable for Xmas Gifts.: [147, 939, 278, 955]
- classified-ad: IRVINE'S Repairs give your shoes a new lease of life. 232 Lambton Quay.: [9, 175, 140, 191]
- classified-ad: THE thrifty people's Store—Welcome Furnishing Co. Phone 25-627.: [147, 143, 278, 159]
- classified-ad: CHINESE Porcelain Sheep with Stand, 45s. Welcome Furnishing Co.: [147, 227, 278, 243]
- classified-ad: RONA BAY. ONE minute to Beach, five rooms, hot and cold water, e.light, and all conveniences, land valued at £85 per foot. Price £1100. 4 Real bargain. Apply A. BAKER, Land and Estate Agent, Eastbourne. Phone 16, Eastbourne.: [837, 223, 968, 261]
- column-3: [282, 33, 420, 1452]
- section-header: IF SOLD BEFORE CHRISTMAS, £6000 Will be accepted for complete FELLMONGERY AND WOOLSCOURING WORKS.: [837, 824, 968, 863]
- classified-ad: HAIRDRESSING SALOON. ONE of the finest Businesses in the Wellington; Lady's and Gentleman's Hairdressing Saloon. Up-to-date fittings. Good turnover. Particulars from Sole Agent.: [837, 694, 968, 732]
- section-header: LIVE STOCK, ETC., FOR SALE.: [423, 535, 554, 547]
- classified-ad: XMAS Presents. Toys, Dolls, Games, Fancy Goods, Hall Table Settings, Picture Books, etc. Roger Vanstone.: [147, 1209, 278, 1232]
- classified-ad: WANTED for 1 or 2 years, Modern FURNISHED RESIDENCE situated handy to city. Advertiser guarantees to maintain house and garden in first-class order and condition in return for moderately reasonable rental. Replies, with full details, to— BOX 482, WELLINGTON.: [285, 539, 416, 585]
- classified-ad: BERHAMPORE—Neat 4-roomed Cottage, electric light, gas cooker, copper and tubs, wired for new change over, alongside tram stop. Price £390 terms, £150 cash.: [561, 754, 692, 784]
- classified-ad: ARTIFICIAL TEETH. OLD False Teeth 5s. 30s., 40s. per set given, sound or broken. Dental Scrap bought; highest prices paid. Platinum Scrap Co., 166 Willis Street.: [423, 208, 554, 239]
- classified-ad: CONCRETE MIXER. WANTED to Hire or Buy—A Small Petrol Mixer for city works. Particulars to— 'BUILDER,' Tremain Construction Co., Petone.: [423, 328, 554, 358]
- classified-ad: EGG Reliable Goods, the 'Reliable' in Bedding—Prices the 'Reliable'. Satisfaction assured. New management.: [147, 414, 278, 437]
- classified-ad: OAK Sideboard £8 10s. Hutton Hall Stand, 27 4s. China Cabinet, 25s. Welcome Furnishing Co.: [147, 160, 278, 176]
- classified-ad: MARTIN Residents—Place your orders with the Outlet Grocery. Goods, stationery. Up-to-date prices.: [147, 839, 278, 862]
- classified-ad: THE most Up-to-date Shop in Plimmerton is Martin's Post Office Store, where you can rely on getting everything you require.: [147, 1274, 278, 1298]
- classified-ad: GREAT Sale of Christmas Novelties next Wednesday, at Smith's Jewellers, Lambton Quay. See windows.: [9, 118, 140, 141]
- classified-ad: SALE OF TENTS—Strongest, cheapest and best; 6 x 8 Tent, 50s.; 8 x 10 Tent, 70s.; Flys, 8 x 10, 25s. Write or call. Levin Tent Co., 13 Courtenay Place.: [423, 833, 554, 863]
- classified-ad: FOR SALE, near Railway Station, Levin—Second-hand Barn, all conveniences, 5 acres land. Price, cash £800; open to offer. Mrs. R. McKellar, Levin.: [837, 76, 968, 107]
- classified-ad: ORDER your Christmas Cake early. Catering of all descriptions, hot dinners every day. Grace, Cambridge Terrace.: [147, 464, 278, 487]
- section-header: PROPERTIES FOR SALE.: [561, 120, 692, 132]
- classified-ad: OFF Aro Street—New Bungalow, beautifully finished, modern and garden level section. The best property offered for Sale in the locality. Apply Wm. Bailey, Sydney Street.: [837, 109, 968, 139]
- column-2: [144, 33, 282, 1452]
- column-4: [420, 33, 558, 1452]
- classified-ad: WE have received instructions to sell on an absentee estate a licensed LICENSED HOTEL with 25 rooms, Cottage, etc., in a thriving and growing district. Lease 14 years, rent £8 per week. Trustees. Apply to— SWAN BROS., 69 Willis Street, Wellington.: [975, 786, 1107, 832]
- classified-ad: CYCLES—Carrier from 5s. and 6s. 6d., Tools, Lamps, Spares. Hooper's, Riddiford Street.: [147, 589, 278, 604]
- classified-ad: WANTED to Sell, four-table Billiard Room in good Hawke's Bay town. Well-equipped tables, Alcock's Cannon cloth. Low rent. Cash or reasonable terms. Apply 'PARLOUR,' Box 718, G.P.O.: [423, 994, 554, 1032]
- classified-ad: IRVINE'S, Bootmakers, 263 Willis Street and Lambton Quay—Highest-grade English Leather only used.: [9, 723, 140, 746]
- classified-ad: TO LET. 7-ROOMED Furnished Residence, Upland Road, Kelburn, 5 minutes from cable car; good harbour view; lawn; two-car garage. Rent £5 5s. per week. Apply FINCH, STEWART & GODWIN, 170 Featherston Street. Tel. 41-800.: [285, 208, 416, 246]
- classified-ad: BAKERY—Small Goods; turnover £70 weekly, splendid plant; price £1000. Central Land Agency, 65 Willis Street.: [975, 111, 1107, 134]
- classified-ad: THE latest requests are Ladies' and Children's Wear. New season's goods now in. Mrs. Millward, Jackson Street.: [147, 1234, 278, 1257]
- section-header: BUSINESSES FOR SALE.: [989, 41, 1093, 50]
- classified-ad: DINING-ROOMS. MAIN Street, well established, doing 200 meals daily. Sound business. Lease, Wm. Butler, 115 Lambton Quay.: [975, 383, 1107, 406]
- section-header: SOUND COUNTRY HOTEL FOR SALE.: [975, 836, 1107, 857]
- section-header: SHOP IN PLIMMERTON.: [147, 1261, 278, 1273]
- classified-ad: 40 PLANS, Elevations, dainty, up-to-date, N.Z. Bungalows, 2s. 6d. Designs, 5s. complete. 'Designers,' Box 556, Wellington.: [423, 508, 554, 531]
- classified-ad: ISLAND BAY Parade—New sunny constructed modern Home, two rooms, lovely grounds, some bush, own garage, price £1875. Lindsay, Bank Building, Newtown.: [699, 173, 830, 204]
- classified-ad: WANTED at Seatoun, Worser Bay or Karaka Bay, a small Furnished House for six weeks from December 18. Small family. Apply, Williams and Kettle Ltd., Dannevirke.: [285, 466, 416, 496]
- classified-ad: (Continued from Page 15.): [837, 279, 906, 287]
- classified-ad: CONFECTIONERY—Fruit, Vegetables, Sweets and Cigarettes, turnover £60 per week. Central Land Agency.: [975, 153, 1107, 176]
- classified-ad: TO LET. OFFICE ACCOMMODATION, single room, ground floor; furnished if required. Central position. Apply BOX 187, G.P.O.: [285, 183, 416, 206]
- classified-ad: LIGHT METAL ARTIFICIAL LIMBS. WE supply the most modern types of Artificial Limbs, embodying the latest improvements from our London factory. Wooden Limbs Repaired at moderate cost. McKAY ARTIFICIAL LIMB FACTORY, 15 Edward Street, off Dixon Street. Tel. 21-308.: [9, 1245, 140, 1299]
- classified-ad: SALE—WHITE LEGHORN POULTRY. LEVIN'S MODEL POULTRY FARM, W. G. BROWN.: [423, 573, 554, 597]
- classified-ad: THE SEWING MACHINE EXPERTS STANDARD, ROTOSCILLO, VICKERS, ELGIN MACHINES, always in stock, from £7 10s. to £33. Send your REPAIRS to F. J. W. FEAR AND CO., 63 Willis Street, Wellington. Tel. 20-698.: [423, 890, 555, 928]
- classified-ad: FURSES, ABDOMINAL BELTS, ARTIFICIAL LIMBS, and all Surgical Appliances. A. Notting, 18 Albert Street, near Hospital. All kinds of Trusses and Appliances made to order. Telephone 24-158.: [9, 1028, 140, 1066]
- classified-ad: SELWYN KING, Licensed Land Agent. ROOM 17, THE KING'S CHAMBERS (Corner of Willis and Wakefield Streets). Phone 42-846 (after 6 p.m. ring 26-690). £190 AND £250 DEPOSIT, Balance 'EASY TERMS.' ABSOLUTELY NEW BUNGALOWS. 5 rooms and kitchenette. Prices £1590 to £1800. These are rapidly going. Leave ready to buy this week. We can take you to see them.: [699, 623, 830, 691]
- classified-ad: SEND the children along to see our window during Shopping Week. Moore, Coutts Street.: [147, 244, 278, 260]
- classified-ad: BOOT Repairs that come every 20 hours you can reasonably expect executed by Irvine's, 252 Willis Street.: [9, 93, 140, 117]
- classified-ad: SEE Windows Now for Bargains for Christmas. Sale commences December 1, next Wednesday, opens 8.30 a.m. Smith's Jewellers, Lambton Quay.: [9, 747, 140, 771]
- classified-ad: JAMES STIRLING AND CO., 113-115 Customhouse Quay (directly opposite Bank of N.Z.), WELLINGTON.: [699, 784, 830, 807]
- classified-ad: MRS. DAVIS, New and Second-hand Dealer, Bottle, Jewels and Taranaki Streets. Phone 22-186.: [423, 442, 554, 458]
- classified-ad: GENUINE Flageolet, Salvation Army model, perfect condition; splendid value. Box 2004, c/o 'Dominion.': [837, 464, 968, 488]
- classified-ad: WANTED to Sell—Beautiful Oak Bookcase, with complete sets of Dickens, Stevenson, Thackeray, Scott. Apply 'Oak,' c/o 'Dominion.': [423, 808, 554, 831]
- classified-ad: NEWLY built Bungalow, 4 large rooms, kitchenette, bath, separate toilet; all latest conveniences. Call during the week. Price £1450. Apply on premises.: [561, 214, 692, 244]
- classified-ad: PETONE BOOK EXCHANGE—Christmas Cards, Ladies' Bags, Annuals, Xmas Novelties, Toys, Stationery, Papers, etc.: [147, 1150, 278, 1173]
- classified-ad: AUCKLAND Property, 7 rooms, bath room, every convenience, shop, extra garden; would exchange Wellington property; mortgage. Owner transferred. D.237, c/o 'Dominion.': [699, 52, 830, 82]
- classified-ad: DAIRY and Mixed Business; turnover £100 weekly; long lease; sound. Price £850. Central Land Agency.: [975, 358, 1107, 382]
- classified-ad: NEXT Wednesday Morning, 8.30, see the crowd at Smith's, Jewellers, waiting for Bargains, 250 Lambton Quay. See windows.: [9, 475, 140, 498]
- classified-ad: NOTICE IS HEREBY GIVEN that the undermentioned Education Reserve will be offered for lease by public auction at the District Lands and Survey Office, Wellington, on Tuesday, December 7, 1926, at 2.30 p.m. SCHEDULE. Section 152, Town of Hunterville, area 1 acre. Situated in the Town of Hunterville. Full particulars on application. H. W. C. MACKINTOSH, Commissioner of Crown Lands.: [285, 611, 416, 680]
- classified-ad: POULTRY. WANTED to Buy, any kind, any quantity, for Cash. The Willing Co., Poultry Exchange, 15 Hair Street, Wellington.: [423, 183, 554, 206]
- classified-ad: LET, LET, OR EXCHANGE. TO SELL, on easy terms. Let on Lease for year. Or Exchange for 6 or 7-roomed house close to tram, Petone district. The properties, situated in North Hutt, Horse-stall, residence of 9 rooms, with every convenience; large shed, storeroom, dry cellar; all modern appointments. 10 acres land, grazing, orchards. Rental £150 p.a. PUBLIC TRUST OFFICE, Petone.: [699, 552, 830, 621]
- column-7: [834, 33, 972, 1452]
- section-header: CAMBRIDGE TERRACE VALUES.: [147, 392, 278, 413]
- classified-ad: HOLLOWAY BROS. Coal, Coke, and Firewood Merchants. Carrying to and from town. Phone 22.: [147, 713, 278, 729]
- section-header: FURNISHED RESIDENCE.: [285, 525, 416, 537]
- classified-ad: RESTAURANT—Coffee City; turnover £70; Price £650. Well worth a visit. Central Land Agency, 65 Willis Street.: [975, 244, 1107, 267]
- classified-ad: PHOTOGRAPHY Business—Good concern, city, central position. Price £950. Apply Central Land Agency, 65 Willis Street.: [975, 52, 1107, 75]
- classified-ad: FOR SALE—Turkey Gobblers and Hens, Gobblers 25s., Hens 15s. Cash with order. F. Hanson, Levin.: [423, 549, 554, 572]
- classified-ad: GENTS' Riding Saddle for sale, good condition, £3. Apply Parkin, Newtown Road.: [423, 741, 554, 757]
- classified-ad: GENERAL STOREKEEPING BUSINESS FOR SALE. FOR SALE, as a going concern, profitable General Storekeeping business in country township. For full particulars apply PUBLIC TRUST OFFICE, Wellington.: [837, 564, 968, 603]
